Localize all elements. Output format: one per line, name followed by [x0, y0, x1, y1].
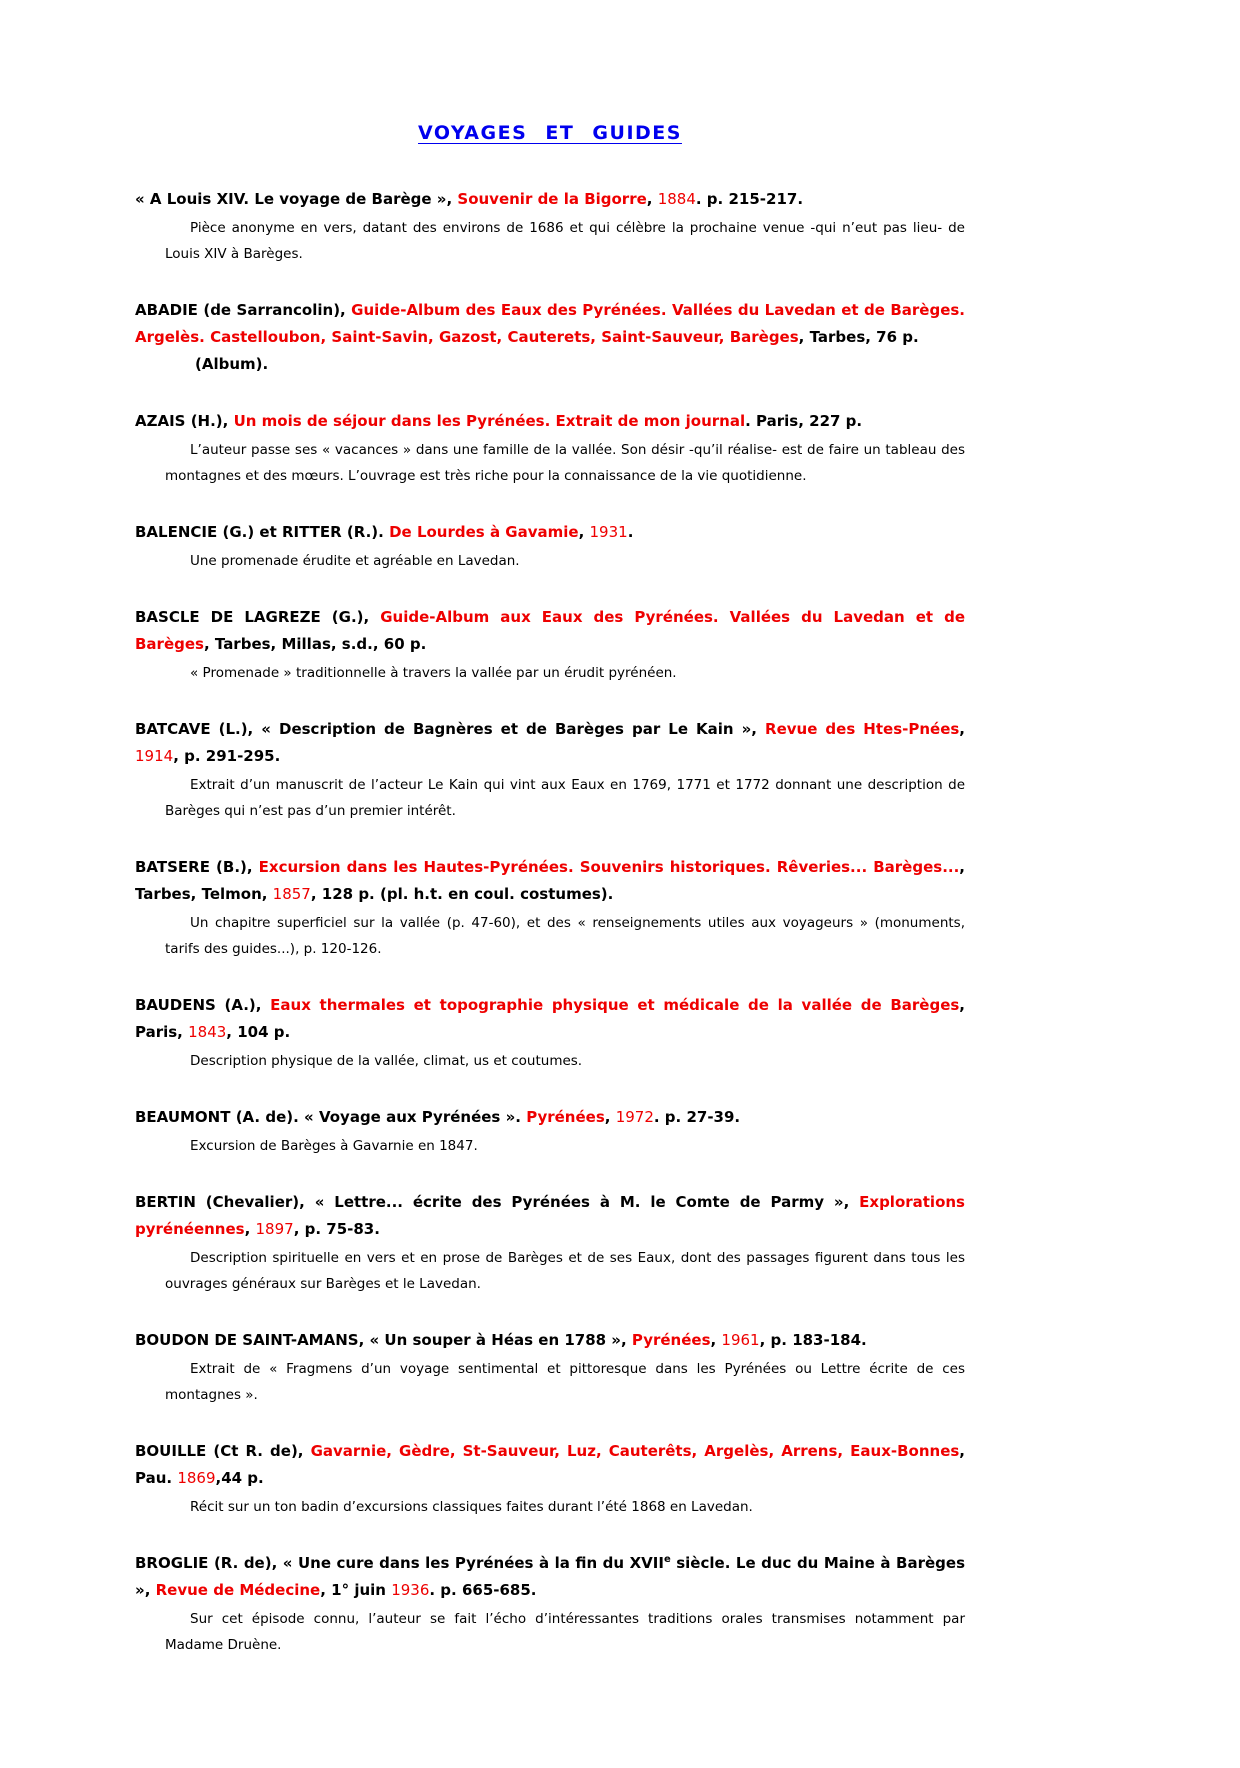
heading-segment: ,: [604, 1108, 616, 1126]
bibliography-entry: [135, 1550, 965, 1658]
entry-note: « Promenade » traditionnelle à travers la vallée par un érudit pyrénéen.: [190, 665, 677, 681]
heading-segment: Pyrénées: [526, 1108, 605, 1126]
bibliography-entry: [135, 992, 965, 1074]
heading-segment: .: [627, 523, 634, 541]
heading-segment: De Lourdes à Gavamie: [389, 523, 579, 541]
bibliography-list: [135, 186, 965, 1658]
bibliography-entry: [135, 186, 965, 267]
heading-segment: , Pau.: [135, 1442, 965, 1487]
bibliography-entry: [135, 854, 965, 962]
heading-segment: , p. 75-83.: [293, 1220, 380, 1238]
page-title: VOYAGES ET GUIDES: [418, 122, 682, 144]
entry-note: Sur cet épisode connu, l’auteur se fait l’écho d’intéressantes traditions orales transmises notamment par Madame Druène.: [165, 1611, 965, 1653]
heading-segment: Revue des Htes-Pnées: [765, 720, 960, 738]
heading-segment: Explorations pyrénéennes: [135, 1193, 965, 1238]
entry-note: Récit sur un ton badin d’excursions classiques faites durant l’été 1868 en Lavedan.: [190, 1499, 753, 1515]
heading-segment: 1931: [589, 523, 628, 541]
entry-heading: [135, 1327, 965, 1354]
heading-segment: , p. 183-184.: [759, 1331, 867, 1349]
heading-segment: BAUDENS (A.),: [135, 996, 271, 1014]
heading-segment: . p. 215-217.: [695, 190, 804, 208]
heading-segment: Revue de Médecine: [155, 1581, 321, 1599]
entry-note: Une promenade érudite et agréable en Lavedan.: [190, 553, 520, 569]
heading-segment: ,44 p.: [215, 1469, 264, 1487]
heading-segment: Guide-Album aux Eaux des Pyrénées. Vallées du Lavedan et de Barèges: [135, 608, 965, 653]
heading-segment: 1857: [272, 885, 311, 903]
heading-segment: BATCAVE (L.), « Description de Bagnères et de Barèges par Le Kain »,: [135, 720, 766, 738]
heading-segment: Excursion dans les Hautes-Pyrénées. Souvenirs historiques. Rêveries... Barèges...: [258, 858, 960, 876]
entry-heading: [135, 604, 965, 658]
entry-heading: [135, 1438, 965, 1492]
entry-note: Extrait de « Fragmens d’un voyage sentimental et pittoresque dans les Pyrénées ou Lettre écrite de ces montagnes ».: [165, 1361, 965, 1403]
heading-segment: Eaux thermales et topographie physique et médicale de la vallée de Barèges: [270, 996, 960, 1014]
heading-segment: . p. 665-685.: [429, 1581, 537, 1599]
heading-segment: ,: [244, 1220, 256, 1238]
heading-segment: e: [663, 1554, 671, 1565]
heading-segment: ,: [710, 1331, 722, 1349]
heading-segment: 1869: [177, 1469, 216, 1487]
heading-segment: , 104 p.: [226, 1023, 291, 1041]
entry-note: Extrait d’un manuscrit de l’acteur Le Kain qui vint aux Eaux en 1769, 1771 et 1772 donnant une description de Barèges qui n’est pas d’un premier intérêt.: [165, 777, 965, 819]
entry-heading: [135, 716, 965, 770]
heading-segment: Guide-Album des Eaux des Pyrénées. Vallées du Lavedan et de Barèges. Argelès. Castelloubon, Saint-Savin, Gazost, Cauterets, Saint-Sauveur, Barèges: [135, 301, 965, 346]
heading-segment: 1897: [255, 1220, 294, 1238]
heading-segment: BEAUMONT (A. de). « Voyage aux Pyrénées ».: [135, 1108, 527, 1126]
heading-segment: . p. 27-39.: [653, 1108, 741, 1126]
entry-note: Excursion de Barèges à Gavarnie en 1847.: [190, 1138, 478, 1154]
heading-segment: BOUILLE (Ct R. de),: [135, 1442, 311, 1460]
heading-segment: AZAIS (H.),: [135, 412, 234, 430]
heading-segment: BERTIN (Chevalier), « Lettre... écrite des Pyrénées à M. le Comte de Parmy »,: [135, 1193, 860, 1211]
entry-heading: [135, 1104, 965, 1131]
entry-heading: [135, 1550, 965, 1604]
heading-segment: BOUDON DE SAINT-AMANS, « Un souper à Héas en 1788 »,: [135, 1331, 632, 1349]
bibliography-entry: [135, 297, 965, 378]
entry-note: Pièce anonyme en vers, datant des environs de 1686 et qui célèbre la prochaine venue -qui n’eut pas lieu- de Louis XIV à Barèges.: [165, 220, 965, 262]
heading-segment: BASCLE DE LAGREZE (G.),: [135, 608, 381, 626]
heading-segment: 1972: [615, 1108, 654, 1126]
entry-heading: [135, 519, 965, 546]
entry-heading: [135, 186, 965, 213]
heading-segment: Gavarnie, Gèdre, St-Sauveur, Luz, Cauterêts, Argelès, Arrens, Eaux-Bonnes: [310, 1442, 960, 1460]
entry-heading: [135, 992, 965, 1046]
heading-segment: 1843: [188, 1023, 227, 1041]
heading-segment: ,: [959, 720, 965, 738]
entry-note: Un chapitre superficiel sur la vallée (p. 47-60), et des « renseignements utiles aux voyageurs » (monuments, tarifs des guides...), p. 120-126.: [165, 915, 965, 957]
heading-segment: « A Louis XIV. Le voyage de Barège »,: [135, 190, 458, 208]
bibliography-entry: [135, 1104, 965, 1159]
bibliography-entry: [135, 519, 965, 574]
bibliography-entry: [135, 1438, 965, 1520]
heading-segment: , Tarbes, Telmon,: [135, 858, 965, 903]
heading-segment: siècle. Le duc du Maine à Barèges »,: [135, 1554, 966, 1599]
bibliography-entry: [135, 1189, 965, 1297]
entry-heading: [135, 854, 965, 908]
heading-segment: 1936: [391, 1581, 430, 1599]
entry-note: L’auteur passe ses « vacances » dans une famille de la vallée. Son désir -qu’il réalise- est de faire un tableau des montagnes et des mœurs. L’ouvrage est très riche pour la connaissance de la vie quotidienne.: [165, 442, 965, 484]
heading-segment: BATSERE (B.),: [135, 858, 259, 876]
heading-segment: , Paris,: [135, 996, 965, 1041]
heading-segment: ,: [578, 523, 590, 541]
heading-segment: , 128 p. (pl. h.t. en coul. costumes).: [310, 885, 614, 903]
heading-segment: 1914: [135, 747, 174, 765]
heading-segment: Pyrénées: [631, 1331, 711, 1349]
heading-segment: 1961: [721, 1331, 760, 1349]
heading-segment: 1884: [657, 190, 696, 208]
bibliography-entry: [135, 1327, 965, 1408]
heading-segment: , p. 291-295.: [173, 747, 281, 765]
heading-segment: Souvenir de la Bigorre: [457, 190, 647, 208]
heading-segment: , 1° juin: [320, 1581, 392, 1599]
bibliography-entry: [135, 716, 965, 824]
entry-heading: [135, 408, 965, 435]
entry-heading: [135, 1189, 965, 1243]
heading-segment: Un mois de séjour dans les Pyrénées. Extrait de mon journal: [233, 412, 746, 430]
entry-heading: [135, 297, 965, 378]
entry-note: Description physique de la vallée, climat, us et coutumes.: [190, 1053, 583, 1069]
heading-segment: BALENCIE (G.) et RITTER (R.).: [135, 523, 390, 541]
heading-segment: BROGLIE (R. de), « Une cure dans les Pyrénées à la fin du XVII: [135, 1554, 664, 1572]
heading-segment: (Album).: [195, 355, 269, 373]
heading-segment: , Tarbes, 76 p.: [798, 328, 919, 346]
entry-note: Description spirituelle en vers et en prose de Barèges et de ses Eaux, dont des passages figurent dans tous les ouvrages généraux sur Barèges et le Lavedan.: [165, 1250, 965, 1292]
bibliography-entry: [135, 408, 965, 489]
heading-segment: , Tarbes, Millas, s.d., 60 p.: [203, 635, 427, 653]
heading-segment: . Paris, 227 p.: [745, 412, 863, 430]
heading-segment: ABADIE (de Sarrancolin),: [135, 301, 352, 319]
bibliography-entry: [135, 604, 965, 686]
heading-segment: ,: [646, 190, 658, 208]
